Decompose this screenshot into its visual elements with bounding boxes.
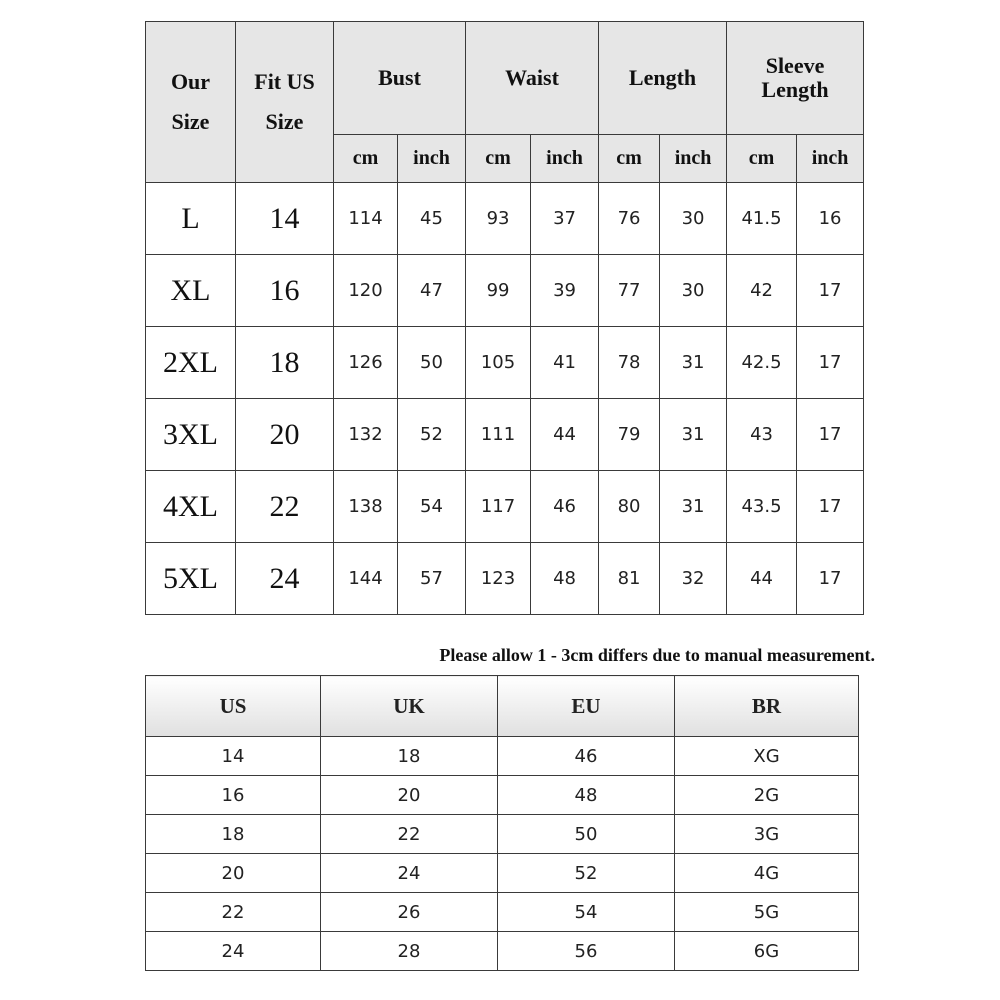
- eu-cell: 52: [498, 854, 675, 893]
- length-cm-cell: 79: [599, 399, 660, 471]
- bust-inch-cell: 45: [398, 183, 466, 255]
- header-eu: EU: [498, 676, 675, 737]
- br-cell: XG: [675, 737, 859, 776]
- length-cm-cell: 77: [599, 255, 660, 327]
- length-inch-cell: 31: [660, 471, 727, 543]
- us-size-cell: 20: [236, 399, 334, 471]
- length-inch-cell: 30: [660, 255, 727, 327]
- header-uk: UK: [321, 676, 498, 737]
- our-size-cell: XL: [146, 255, 236, 327]
- our-size-cell: 4XL: [146, 471, 236, 543]
- uk-cell: 26: [321, 893, 498, 932]
- bust-inch-cell: 50: [398, 327, 466, 399]
- sleeve-cm-cell: 41.5: [727, 183, 797, 255]
- length-inch-cell: 32: [660, 543, 727, 615]
- header-us: US: [146, 676, 321, 737]
- bust-inch-cell: 54: [398, 471, 466, 543]
- measurement-note: Please allow 1 - 3cm differs due to manual measurement.: [439, 645, 875, 665]
- table-row: [146, 737, 859, 776]
- waist-inch-cell: 46: [531, 471, 599, 543]
- length-cm-cell: 78: [599, 327, 660, 399]
- bust-cm-cell: 120: [334, 255, 398, 327]
- length-cm-cell: 80: [599, 471, 660, 543]
- us-cell: 14: [146, 737, 321, 776]
- uk-cell: 18: [321, 737, 498, 776]
- table-row: [146, 932, 859, 971]
- length-inch-cell: 31: [660, 399, 727, 471]
- waist-cm-cell: 123: [466, 543, 531, 615]
- header-our-size-line1: Our: [170, 69, 211, 94]
- eu-cell: 54: [498, 893, 675, 932]
- size-chart-table: [145, 21, 864, 615]
- header-sleeve-length: [727, 22, 864, 135]
- waist-cm-cell: 105: [466, 327, 531, 399]
- sleeve-cm-cell: 43: [727, 399, 797, 471]
- waist-cm-cell: 117: [466, 471, 531, 543]
- bust-cm-cell: 144: [334, 543, 398, 615]
- bust-cm-cell: 126: [334, 327, 398, 399]
- br-cell: 6G: [675, 932, 859, 971]
- size-chart-body: [146, 183, 864, 615]
- conversion-body: [146, 737, 859, 971]
- table-row: [146, 327, 864, 399]
- uk-cell: 20: [321, 776, 498, 815]
- size-conversion-table: [145, 675, 859, 971]
- table-row: [146, 471, 864, 543]
- table-row: [146, 776, 859, 815]
- header-our-size: [146, 22, 236, 183]
- sleeve-cm-cell: 43.5: [727, 471, 797, 543]
- waist-inch-cell: 39: [531, 255, 599, 327]
- bust-inch-cell: 47: [398, 255, 466, 327]
- unit-header: cm: [334, 135, 398, 183]
- header-fit-us-size: [236, 22, 334, 183]
- length-inch-cell: 31: [660, 327, 727, 399]
- header-our-size-line2: Size: [171, 109, 210, 134]
- header-length: Length: [599, 22, 727, 135]
- br-cell: 2G: [675, 776, 859, 815]
- header-bust: Bust: [334, 22, 466, 135]
- eu-cell: 48: [498, 776, 675, 815]
- unit-header: cm: [599, 135, 660, 183]
- us-cell: 16: [146, 776, 321, 815]
- table-row: [146, 854, 859, 893]
- length-cm-cell: 76: [599, 183, 660, 255]
- header-sleeve-length-line1: Sleeve: [765, 53, 825, 78]
- us-size-cell: 22: [236, 471, 334, 543]
- sleeve-cm-cell: 44: [727, 543, 797, 615]
- header-br: BR: [675, 676, 859, 737]
- unit-header: cm: [466, 135, 531, 183]
- eu-cell: 50: [498, 815, 675, 854]
- unit-header: inch: [660, 135, 727, 183]
- waist-inch-cell: 41: [531, 327, 599, 399]
- br-cell: 4G: [675, 854, 859, 893]
- sleeve-inch-cell: 17: [797, 255, 864, 327]
- sleeve-cm-cell: 42.5: [727, 327, 797, 399]
- uk-cell: 24: [321, 854, 498, 893]
- us-cell: 20: [146, 854, 321, 893]
- our-size-cell: 3XL: [146, 399, 236, 471]
- us-cell: 18: [146, 815, 321, 854]
- header-fit-us-size-line2: Size: [265, 109, 304, 134]
- eu-cell: 56: [498, 932, 675, 971]
- waist-cm-cell: 99: [466, 255, 531, 327]
- table-row: [146, 255, 864, 327]
- length-inch-cell: 30: [660, 183, 727, 255]
- header-sleeve-length-line2: Length: [761, 77, 829, 102]
- our-size-cell: L: [146, 183, 236, 255]
- header-waist: Waist: [466, 22, 599, 135]
- bust-inch-cell: 52: [398, 399, 466, 471]
- bust-cm-cell: 114: [334, 183, 398, 255]
- sleeve-inch-cell: 17: [797, 327, 864, 399]
- table-row: [146, 543, 864, 615]
- table-row: [146, 893, 859, 932]
- table-row: [146, 399, 864, 471]
- bust-inch-cell: 57: [398, 543, 466, 615]
- us-cell: 22: [146, 893, 321, 932]
- us-size-cell: 24: [236, 543, 334, 615]
- sleeve-inch-cell: 17: [797, 399, 864, 471]
- us-cell: 24: [146, 932, 321, 971]
- sleeve-cm-cell: 42: [727, 255, 797, 327]
- our-size-cell: 5XL: [146, 543, 236, 615]
- waist-inch-cell: 44: [531, 399, 599, 471]
- length-cm-cell: 81: [599, 543, 660, 615]
- br-cell: 5G: [675, 893, 859, 932]
- us-size-cell: 14: [236, 183, 334, 255]
- waist-inch-cell: 48: [531, 543, 599, 615]
- unit-header: inch: [531, 135, 599, 183]
- table-row: [146, 815, 859, 854]
- unit-header: inch: [797, 135, 864, 183]
- sleeve-inch-cell: 17: [797, 543, 864, 615]
- header-fit-us-size-line1: Fit US: [254, 69, 315, 94]
- br-cell: 3G: [675, 815, 859, 854]
- waist-cm-cell: 93: [466, 183, 531, 255]
- us-size-cell: 18: [236, 327, 334, 399]
- uk-cell: 22: [321, 815, 498, 854]
- sleeve-inch-cell: 17: [797, 471, 864, 543]
- us-size-cell: 16: [236, 255, 334, 327]
- unit-header: inch: [398, 135, 466, 183]
- unit-header: cm: [727, 135, 797, 183]
- our-size-cell: 2XL: [146, 327, 236, 399]
- waist-inch-cell: 37: [531, 183, 599, 255]
- uk-cell: 28: [321, 932, 498, 971]
- bust-cm-cell: 138: [334, 471, 398, 543]
- bust-cm-cell: 132: [334, 399, 398, 471]
- sleeve-inch-cell: 16: [797, 183, 864, 255]
- waist-cm-cell: 111: [466, 399, 531, 471]
- table-row: [146, 183, 864, 255]
- eu-cell: 46: [498, 737, 675, 776]
